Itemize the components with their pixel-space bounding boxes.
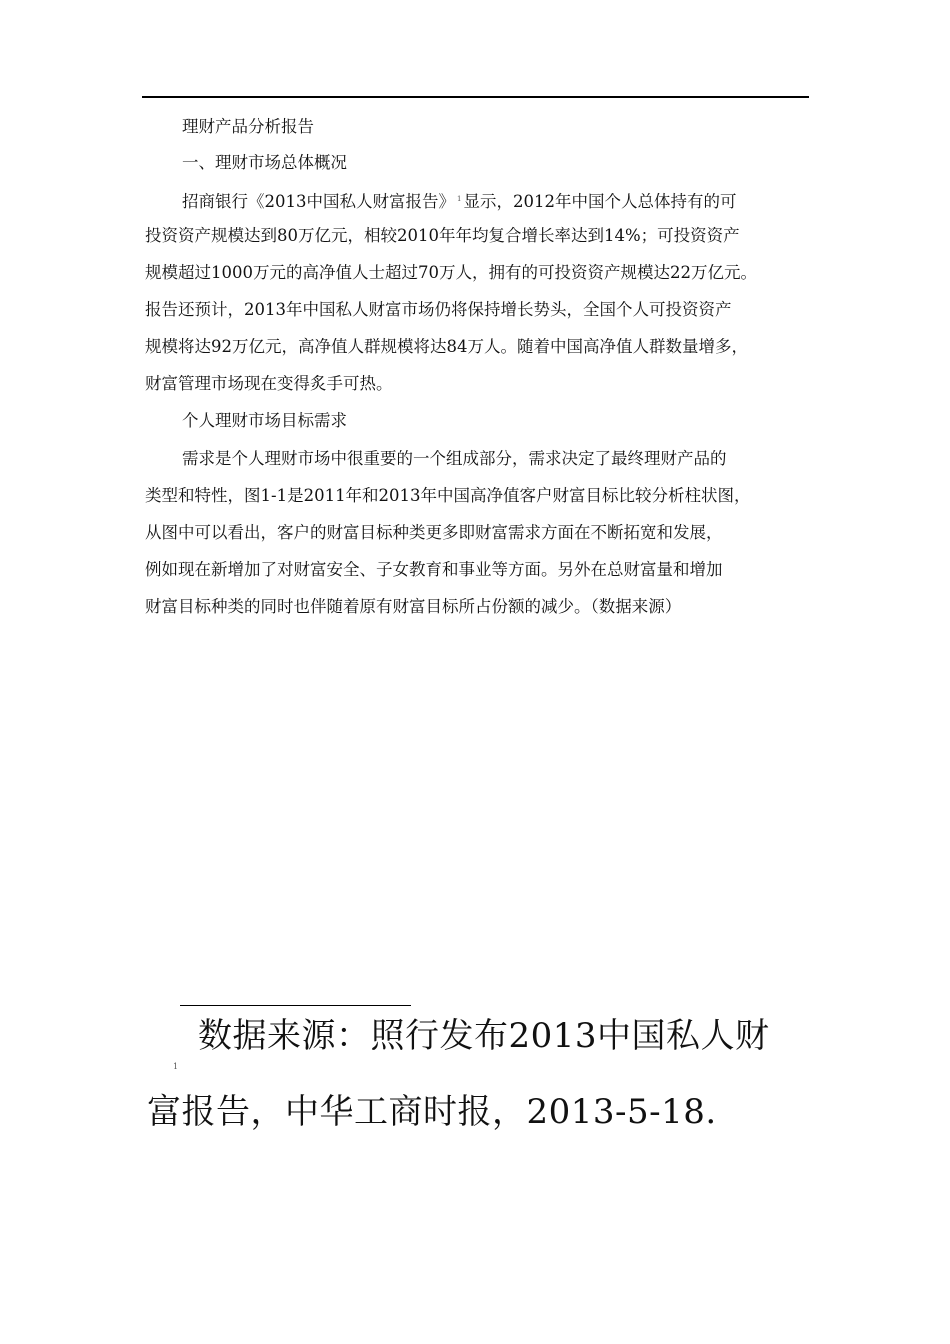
paragraph-1-line-5: 规模将达92万亿元，高净值人群规模将达84万人。随着中国高净值人群数量增多，	[145, 337, 748, 356]
footnote-reference[interactable]: 1	[457, 195, 462, 203]
footnote-separator	[180, 1005, 411, 1006]
paragraph-2-line-3: 从图中可以看出，客户的财富目标种类更多即财富需求方面在不断拓宽和发展，	[145, 523, 723, 542]
paragraph-1-line-1-text-b: 显示，2012年中国个人总体持有的可	[463, 192, 737, 211]
header-rule	[142, 96, 809, 98]
footnote-mark: 1	[173, 1062, 179, 1071]
paragraph-1-line-1-text-a: 招商银行《2013中国私人财富报告》	[182, 192, 455, 211]
paragraph-2-line-5: 财富目标种类的同时也伴随着原有财富目标所占份额的减少。（数据来源）	[145, 597, 682, 616]
paragraph-2-line-2: 类型和特性，图1-1是2011年和2013年中国高净值客户财富目标比较分析柱状图，	[145, 486, 751, 505]
paragraph-2-line-1: 需求是个人理财市场中很重要的一个组成部分，需求决定了最终理财产品的	[182, 449, 727, 468]
paragraph-1-line-6: 财富管理市场现在变得炙手可热。	[145, 374, 393, 393]
section-heading: 一、理财市场总体概况	[182, 153, 347, 172]
paragraph-1-line-2: 投资资产规模达到80万亿元，相较2010年年均复合增长率达到14%；可投资资产	[145, 226, 740, 245]
footnote-line-2: 富报告，中华工商时报，2013-5-18.	[147, 1092, 717, 1132]
paragraph-1-line-1	[182, 189, 812, 212]
report-title: 理财产品分析报告	[182, 117, 314, 136]
footnote-line-1: 数据来源：照行发布2013中国私人财	[198, 1016, 770, 1056]
paragraph-1-line-4: 报告还预计，2013年中国私人财富市场仍将保持增长势头，全国个人可投资资产	[145, 300, 732, 319]
subheading: 个人理财市场目标需求	[182, 411, 347, 430]
paragraph-1-line-3: 规模超过1000万元的高净值人士超过70万人，拥有的可投资资产规模达22万亿元。	[145, 263, 757, 282]
paragraph-2-line-4: 例如现在新增加了对财富安全、子女教育和事业等方面。另外在总财富量和增加	[145, 560, 723, 579]
